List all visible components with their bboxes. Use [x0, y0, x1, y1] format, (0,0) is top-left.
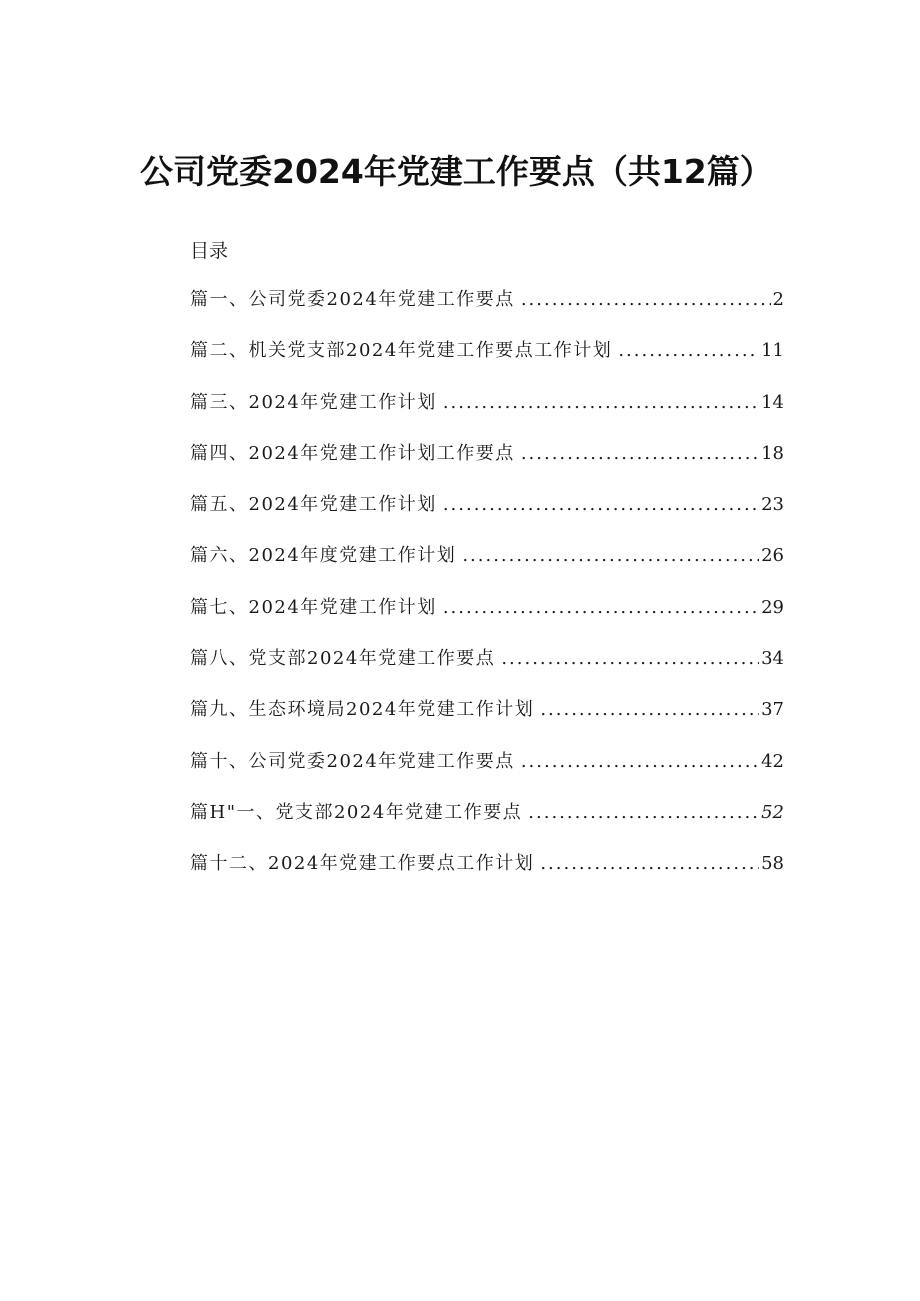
dot-leader — [443, 494, 759, 515]
toc-heading: 目录 — [190, 240, 229, 262]
toc-entry-label: 篇五、2024年党建工作计划 — [190, 494, 437, 516]
dot-leader — [501, 648, 759, 669]
toc-entry-label: 篇H"一、党支部2024年党建工作要点 — [190, 801, 523, 823]
dot-leader — [540, 699, 759, 720]
toc-page-number: 18 — [761, 442, 784, 464]
dot-leader — [521, 289, 771, 310]
toc-entry-label: 篇一、公司党委2024年党建工作要点 — [190, 289, 515, 310]
toc-entry-1[interactable] — [190, 285, 784, 336]
document-title: 公司党委2024年党建工作要点（共12篇） — [140, 152, 773, 191]
toc-entry-label: 篇八、党支部2024年党建工作要点 — [190, 648, 496, 670]
toc-entry-12[interactable] — [190, 849, 784, 900]
toc-page-number: 34 — [761, 648, 784, 670]
toc-entry-10[interactable] — [190, 747, 784, 798]
toc-entry-label: 篇十、公司党委2024年党建工作要点 — [190, 750, 515, 772]
toc-entry-label: 篇六、2024年度党建工作计划 — [190, 545, 457, 567]
toc-page-number: 23 — [761, 494, 784, 516]
toc-entry-2[interactable] — [190, 336, 784, 387]
toc-page-number: 42 — [761, 750, 784, 772]
toc-entry-9[interactable] — [190, 695, 784, 746]
toc-entry-label: 篇十二、2024年党建工作要点工作计划 — [190, 853, 535, 875]
toc-entry-label: 篇二、机关党支部2024年党建工作要点工作计划 — [190, 340, 613, 362]
toc-entry-label: 篇三、2024年党建工作计划 — [190, 391, 437, 413]
toc-entry-5[interactable] — [190, 490, 784, 541]
toc-entry-6[interactable] — [190, 541, 784, 592]
toc-page-number: 11 — [761, 340, 784, 362]
toc-entry-label: 篇四、2024年党建工作计划工作要点 — [190, 442, 515, 464]
toc-page-number: 14 — [761, 391, 784, 413]
toc-entry-label: 篇九、生态环境局2024年党建工作计划 — [190, 699, 535, 721]
toc-page-number: 29 — [761, 596, 784, 618]
dot-leader — [521, 443, 759, 464]
toc-page-number: 52 — [761, 801, 784, 823]
toc-page-number: 58 — [761, 853, 784, 875]
toc-entry-11[interactable] — [190, 798, 784, 849]
toc-page-number: 2 — [772, 289, 784, 310]
dot-leader — [462, 545, 759, 566]
toc-entry-3[interactable] — [190, 388, 784, 439]
dot-leader — [443, 392, 759, 413]
dot-leader — [618, 340, 759, 361]
toc-entry-7[interactable] — [190, 593, 784, 644]
dot-leader — [540, 853, 759, 874]
toc-page-number: 37 — [761, 699, 784, 721]
dot-leader — [521, 751, 759, 772]
toc-entry-label: 篇七、2024年党建工作计划 — [190, 596, 437, 618]
table-of-contents — [190, 285, 784, 901]
toc-entry-4[interactable] — [190, 439, 784, 490]
dot-leader — [528, 802, 759, 823]
toc-entry-8[interactable] — [190, 644, 784, 695]
dot-leader — [443, 597, 759, 618]
toc-page-number: 26 — [761, 545, 784, 567]
